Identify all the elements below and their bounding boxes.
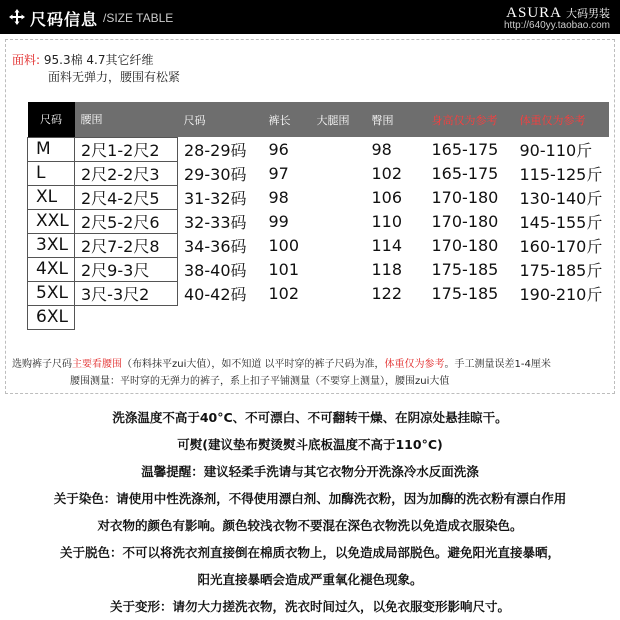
table-row <box>28 281 609 305</box>
fabric-info <box>12 52 180 86</box>
cell-size: 5XL <box>28 281 75 305</box>
cell-length: 101 <box>268 259 300 279</box>
cell-hip: 110 <box>371 211 403 231</box>
size-table <box>27 102 609 330</box>
cell-weight <box>514 305 609 329</box>
cell-height: 170-180 <box>431 211 499 231</box>
fabric-note: 面料无弹力，腰围有松紧 <box>48 70 181 84</box>
cell-waist: 2尺1-2尺2 <box>75 137 178 161</box>
cell-waist <box>75 305 178 329</box>
table-row <box>28 209 609 233</box>
note-part-5: 。手工测量误差1-4厘米 <box>444 359 551 370</box>
four-way-cross-icon <box>8 8 26 26</box>
care-line: 阳光直接暴晒会造成严重氧化褪色现象。 <box>197 572 423 587</box>
cell-code: 40-42码 <box>184 284 247 304</box>
cell-thigh <box>311 233 366 257</box>
cell-thigh <box>311 305 366 329</box>
table-row <box>28 305 609 329</box>
page-subtitle: /SIZE TABLE <box>103 11 174 25</box>
cell-weight: 190-210斤 <box>519 284 603 304</box>
care-line: 可熨(建议垫布熨烫熨斗底板温度不高于110°C) <box>177 437 443 452</box>
cell-waist: 2尺5-2尺6 <box>75 209 178 233</box>
cell-height <box>426 305 514 329</box>
cell-weight: 90-110斤 <box>519 140 593 160</box>
cell-length: 99 <box>268 211 289 231</box>
cell-size: XL <box>28 185 75 209</box>
note-line-2: 腰围测量：平时穿的无弹力的裤子，系上扣子平铺测量（不要穿上测量），腰围zui大值 <box>70 376 450 387</box>
cell-weight: 115-125斤 <box>519 164 603 184</box>
cell-length: 97 <box>268 163 289 183</box>
cell-hip: 114 <box>371 235 403 255</box>
cell-code <box>178 305 263 329</box>
cell-length: 100 <box>268 235 300 255</box>
cell-hip: 118 <box>371 259 403 279</box>
cell-waist: 2尺4-2尺5 <box>75 185 178 209</box>
cell-code: 28-29码 <box>184 140 247 160</box>
cell-weight: 160-170斤 <box>519 236 603 256</box>
note-part-3: （布料抹平zui大值），如不知道 以平时穿的裤子尺码为准， <box>122 359 385 370</box>
cell-size: M <box>28 137 75 161</box>
table-row <box>28 257 609 281</box>
note-part-1: 选购裤子尺码 <box>12 359 72 370</box>
cell-length: 98 <box>268 187 289 207</box>
cell-height: 170-180 <box>431 235 499 255</box>
brand-name: ASURA <box>506 5 562 21</box>
page-title: 尺码信息 <box>30 10 99 29</box>
cell-thigh <box>311 257 366 281</box>
cell-size: 6XL <box>28 305 75 329</box>
col-header-height: 身高仅为参考 <box>426 102 514 137</box>
care-line: 温馨提醒：建议轻柔手洗请与其它衣物分开洗涤冷水反面洗涤 <box>141 464 479 479</box>
cell-size: XXL <box>28 209 75 233</box>
cell-thigh <box>311 137 366 161</box>
cell-length: 96 <box>268 139 289 159</box>
care-line: 关于变形：请勿大力搓洗衣物，洗衣时间过久，以免衣服变形影响尺寸。 <box>109 599 510 614</box>
cell-code: 31-32码 <box>184 188 247 208</box>
cell-thigh <box>311 161 366 185</box>
col-header-size: 尺码 <box>28 102 75 137</box>
cell-code: 29-30码 <box>184 164 247 184</box>
cell-thigh <box>311 185 366 209</box>
cell-waist: 2尺9-3尺 <box>75 257 178 281</box>
cell-height: 165-175 <box>431 139 499 159</box>
col-header-waist: 腰围 <box>75 102 178 137</box>
cell-hip: 106 <box>371 187 403 207</box>
care-line: 关于脱色：不可以将洗衣剂直接倒在棉质衣物上，以免造成局部脱色。避免阳光直接暴晒， <box>59 545 560 560</box>
cell-height: 175-185 <box>431 259 499 279</box>
fabric-composition: 95.3棉 4.7其它纤维 <box>43 53 154 67</box>
cell-weight: 130-140斤 <box>519 188 603 208</box>
cell-weight: 145-155斤 <box>519 212 603 232</box>
col-header-code: 尺码 <box>178 102 263 137</box>
table-row <box>28 185 609 209</box>
cell-waist: 2尺7-2尺8 <box>75 233 178 257</box>
cell-hip: 122 <box>371 283 403 303</box>
col-header-thigh: 大腿围 <box>311 102 366 137</box>
cell-waist: 3尺-3尺2 <box>75 281 178 305</box>
cell-thigh <box>311 281 366 305</box>
care-line: 对衣物的颜色有影响。颜色较浅衣物不要混在深色衣物洗以免造成衣服染色。 <box>97 518 523 533</box>
header-bar <box>0 0 620 34</box>
table-row <box>28 137 609 161</box>
shop-url[interactable]: http://640yy.taobao.com <box>504 20 610 31</box>
table-row <box>28 161 609 185</box>
col-header-length: 裤长 <box>263 102 311 137</box>
care-line: 关于染色：请使用中性洗涤剂，不得使用漂白剂、加酶洗衣粉，因为加酶的洗衣粉有漂白作用 <box>53 491 567 506</box>
cell-length <box>263 305 311 329</box>
cell-hip <box>366 305 426 329</box>
cell-hip: 98 <box>371 139 392 159</box>
table-row <box>28 233 609 257</box>
cell-waist: 2尺2-2尺3 <box>75 161 178 185</box>
brand-block <box>504 2 610 31</box>
size-note <box>12 356 612 390</box>
cell-code: 32-33码 <box>184 212 247 232</box>
brand-name-cn: 大码男装 <box>566 7 610 20</box>
cell-thigh <box>311 209 366 233</box>
note-part-4: 体重仅为参考 <box>384 359 445 370</box>
cell-code: 38-40码 <box>184 260 247 280</box>
cell-height: 165-175 <box>431 163 499 183</box>
table-header-row <box>28 102 609 137</box>
cell-height: 170-180 <box>431 187 499 207</box>
cell-size: 4XL <box>28 257 75 281</box>
cell-weight: 175-185斤 <box>519 260 603 280</box>
cell-code: 34-36码 <box>184 236 247 256</box>
care-instructions <box>0 404 620 620</box>
cell-length: 102 <box>268 283 300 303</box>
cell-hip: 102 <box>371 163 403 183</box>
cell-size: L <box>28 161 75 185</box>
note-part-2: 主要看腰围 <box>72 359 122 370</box>
col-header-hip: 臀围 <box>366 102 426 137</box>
col-header-weight: 体重仅为参考 <box>514 102 609 137</box>
care-line: 洗涤温度不高于40°C、不可漂白、不可翻转干燥、在阴凉处悬挂晾干。 <box>112 410 508 425</box>
cell-height: 175-185 <box>431 283 499 303</box>
cell-size: 3XL <box>28 233 75 257</box>
fabric-label: 面料: <box>12 53 41 67</box>
